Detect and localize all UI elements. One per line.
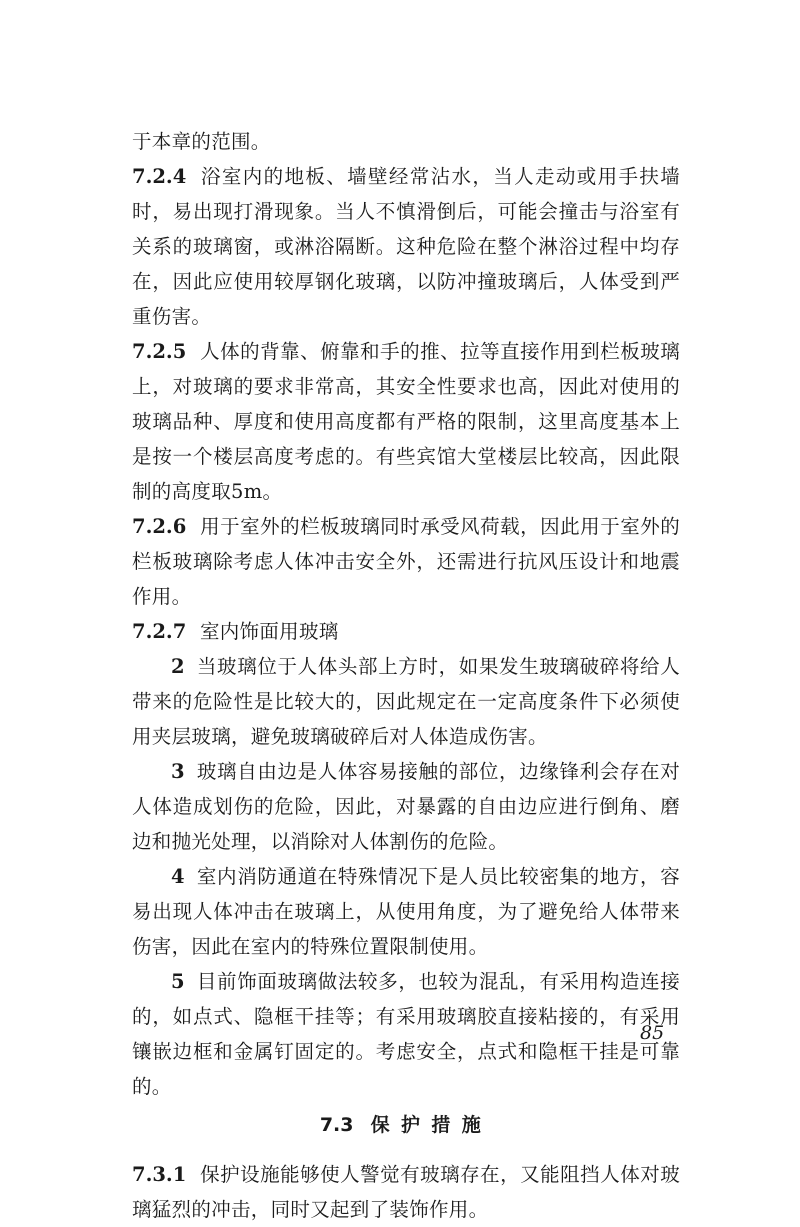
item-text: 当玻璃位于人体头部上方时，如果发生玻璃破碎将给人带来的危险性是比较大的，因此规定在一定高度条件下必须使用夹层玻璃，避免玻璃破碎后对人体造成伤害。	[132, 655, 680, 748]
clause-7-3-1	[132, 1157, 680, 1227]
item-number: 3	[171, 760, 185, 783]
section-title-text: 保护措施	[370, 1114, 493, 1136]
clause-7-2-5	[132, 334, 680, 509]
item-number: 5	[171, 970, 185, 993]
clause-7-2-6	[132, 509, 680, 614]
clause-number: 7.2.4	[132, 165, 187, 188]
clause-7-2-7	[132, 614, 680, 649]
list-item-3	[132, 754, 680, 859]
clause-number: 7.2.5	[132, 340, 187, 363]
item-number: 2	[171, 655, 185, 678]
item-text: 室内消防通道在特殊情况下是人员比较密集的地方，容易出现人体冲击在玻璃上，从使用角度，为了避免给人体带来伤害，因此在室内的特殊位置限制使用。	[132, 865, 680, 958]
clause-number: 7.2.7	[132, 620, 187, 643]
clause-number: 7.2.6	[132, 515, 187, 538]
clause-number: 7.3.1	[132, 1163, 187, 1186]
clause-text: 浴室内的地板、墙壁经常沾水，当人走动或用手扶墙时，易出现打滑现象。当人不慎滑倒后，可能会撞击与浴室有关系的玻璃窗，或淋浴隔断。这种危险在整个淋浴过程中均存在，因此应使用较厚钢化玻璃，以防冲撞玻璃后，人体受到严重伤害。	[132, 165, 680, 328]
clause-text: 人体的背靠、俯靠和手的推、拉等直接作用到栏板玻璃上，对玻璃的要求非常高，其安全性要求也高，因此对使用的玻璃品种、厚度和使用高度都有严格的限制，这里高度基本上是按一个楼层高度考虑的。有些宾馆大堂楼层比较高，因此限制的高度取5m。	[132, 340, 680, 503]
paragraph-continuation	[132, 124, 680, 159]
paragraph-text: 于本章的范围。	[132, 130, 271, 153]
clause-text: 保护设施能够使人警觉有玻璃存在，又能阻挡人体对玻璃猛烈的冲击，同时又起到了装饰作用。	[132, 1163, 680, 1221]
clause-7-2-4	[132, 159, 680, 334]
list-item-5	[132, 964, 680, 1104]
list-item-2	[132, 649, 680, 754]
item-number: 4	[171, 865, 185, 888]
section-number: 7.3	[319, 1114, 354, 1136]
page-number: 85	[640, 1022, 665, 1044]
section-heading	[132, 1108, 680, 1143]
item-text: 玻璃自由边是人体容易接触的部位，边缘锋利会存在对人体造成划伤的危险，因此，对暴露的自由边应进行倒角、磨边和抛光处理，以消除对人体割伤的危险。	[132, 760, 680, 853]
document-page	[132, 124, 680, 1227]
list-item-4	[132, 859, 680, 964]
clause-text: 用于室外的栏板玻璃同时承受风荷载，因此用于室外的栏板玻璃除考虑人体冲击安全外，还需进行抗风压设计和地震作用。	[132, 515, 680, 608]
item-text: 目前饰面玻璃做法较多，也较为混乱，有采用构造连接的，如点式、隐框干挂等；有采用玻璃胶直接粘接的，有采用镶嵌边框和金属钉固定的。考虑安全，点式和隐框干挂是可靠的。	[132, 970, 680, 1098]
clause-text: 室内饰面用玻璃	[199, 620, 339, 643]
